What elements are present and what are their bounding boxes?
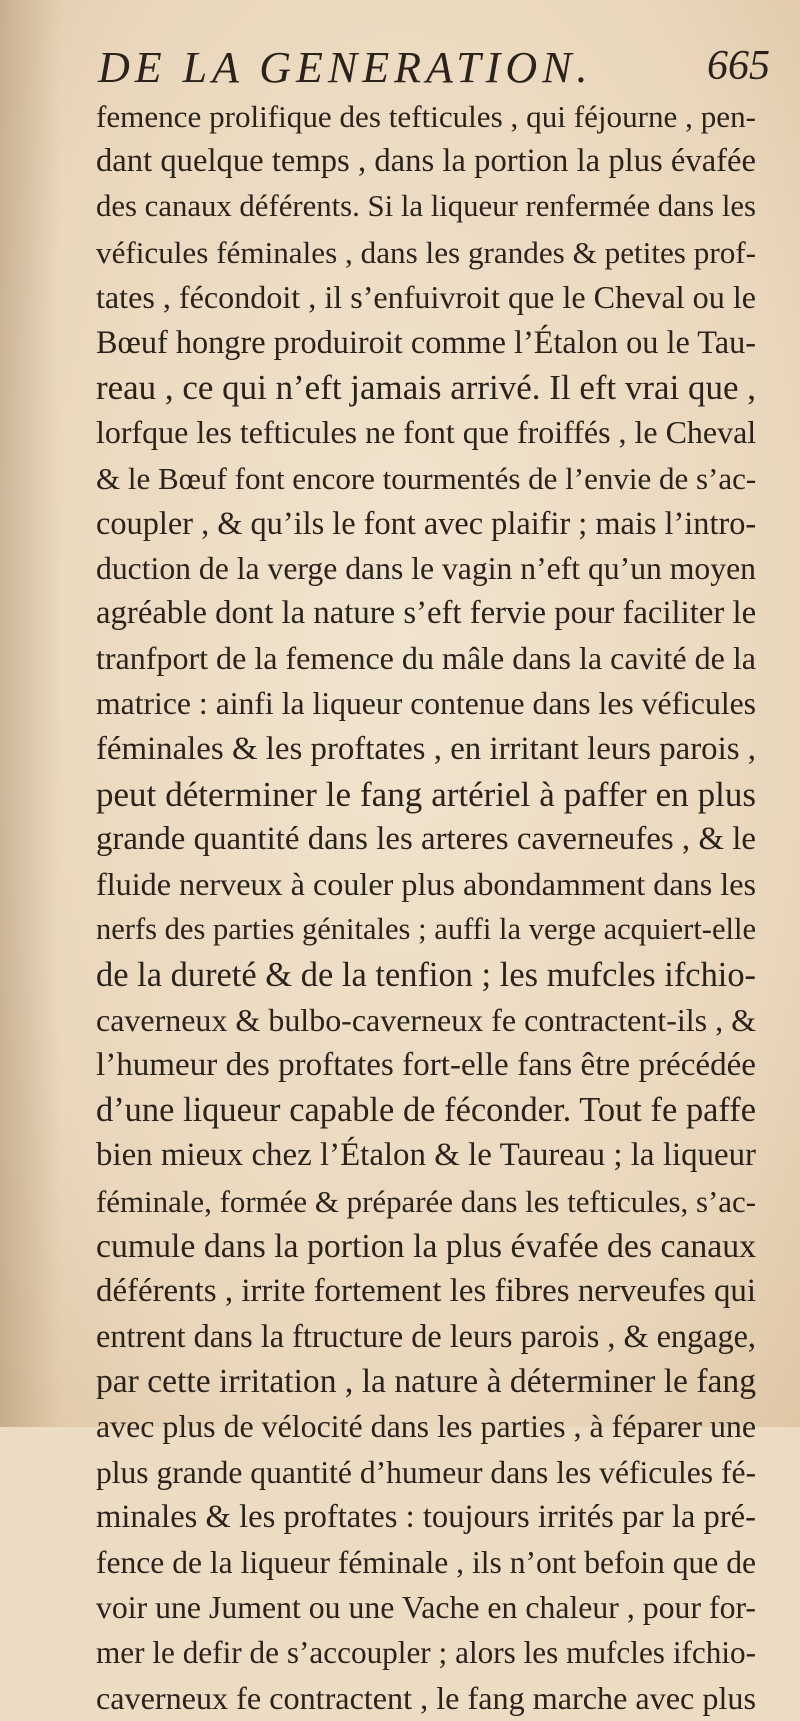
- text-line: voir une Jument ou une Vache en chaleur , pour for-: [96, 1590, 756, 1626]
- page-header: [98, 42, 778, 94]
- text-line: mer le defir de s’accoupler ; alors les mufcles ifchio-: [96, 1635, 756, 1671]
- text-line: cumule dans la portion la plus évafée des canaux: [96, 1227, 757, 1265]
- text-line: peut déterminer le fang artériel à paffer en plus: [96, 774, 756, 814]
- text-line: agréable dont la nature s’eft fervie pour faciliter le: [96, 595, 757, 632]
- text-line: caverneux & bulbo-caverneux fe contractent-ils , &: [96, 1001, 756, 1038]
- page-edge-shadow: [0, 0, 60, 1427]
- text-line: coupler , & qu’ils le font avec plaifir ; mais l’intro-: [96, 504, 757, 541]
- text-line: avec plus de vélocité dans les parties , à féparer une: [96, 1409, 756, 1445]
- text-line: & le Bœuf font encore tourmentés de l’envie de s’ac-: [96, 460, 757, 496]
- text-line: des canaux déférents. Si la liqueur renfermée dans les: [96, 189, 756, 224]
- text-line: féminales & les proftates , en irritant leurs parois ,: [96, 730, 756, 767]
- text-line: de la dureté & de la tenfion ; les mufcles ifchio-: [96, 955, 756, 994]
- text-line: reau , ce qui n’eft jamais arrivé. Il eft vrai que ,: [96, 368, 756, 408]
- text-line: matrice : ainfi la liqueur contenue dans les véficules: [96, 686, 756, 722]
- text-line: entrent dans la ftructure de leurs parois , & engage,: [96, 1318, 756, 1355]
- running-title: DE LA GENERATION.: [98, 43, 593, 92]
- text-line: caverneux fe contractent , le fang marche avec plus: [96, 1679, 756, 1716]
- text-line: lorfque les tefticules ne font que froiffés , le Cheval: [96, 414, 757, 451]
- text-line: tates , fécondoit , il s’enfuivroit que le Cheval ou le: [96, 278, 756, 315]
- text-line: duction de la verge dans le vagin n’eft qu’un moyen: [96, 550, 756, 586]
- body-text: [96, 94, 756, 1721]
- text-line: dant quelque temps , dans la portion la plus évafée: [96, 143, 756, 180]
- text-line: grande quantité dans les arteres caverneufes , & le: [96, 821, 756, 857]
- text-line: tranfport de la femence du mâle dans la cavité de la: [96, 640, 756, 677]
- text-line: fluide nerveux à couler plus abondamment dans les: [96, 866, 756, 903]
- text-line: nerfs des parties génitales ; auffi la verge acquiert-elle: [96, 912, 756, 947]
- text-line: fence de la liqueur féminale , ils n’ont befoin que de: [96, 1545, 756, 1580]
- text-line: plus grande quantité d’humeur dans les véficules fé-: [96, 1454, 756, 1490]
- page-number: 665: [707, 43, 770, 89]
- text-line: déférents , irrite fortement les fibres nerveufes qui: [96, 1272, 756, 1309]
- text-line: Bœuf hongre produiroit comme l’Étalon ou le Tau-: [96, 323, 756, 360]
- text-line: féminale, formée & préparée dans les tefticules, s’ac-: [96, 1183, 756, 1219]
- text-line: bien mieux chez l’Étalon & le Taureau ; la liqueur: [96, 1137, 756, 1174]
- text-line: véficules féminales , dans les grandes & petites prof-: [96, 234, 756, 270]
- text-line: minales & les proftates : toujours irrités par la pré-: [96, 1498, 756, 1535]
- text-line: l’humeur des proftates fort-elle fans être précédée: [96, 1046, 756, 1083]
- text-line: femence prolifique des tefticules , qui féjourne , pen-: [96, 99, 756, 134]
- text-line: d’une liqueur capable de féconder. Tout fe paffe: [96, 1091, 756, 1130]
- text-line: par cette irritation , la nature à déterminer le fang: [96, 1363, 756, 1401]
